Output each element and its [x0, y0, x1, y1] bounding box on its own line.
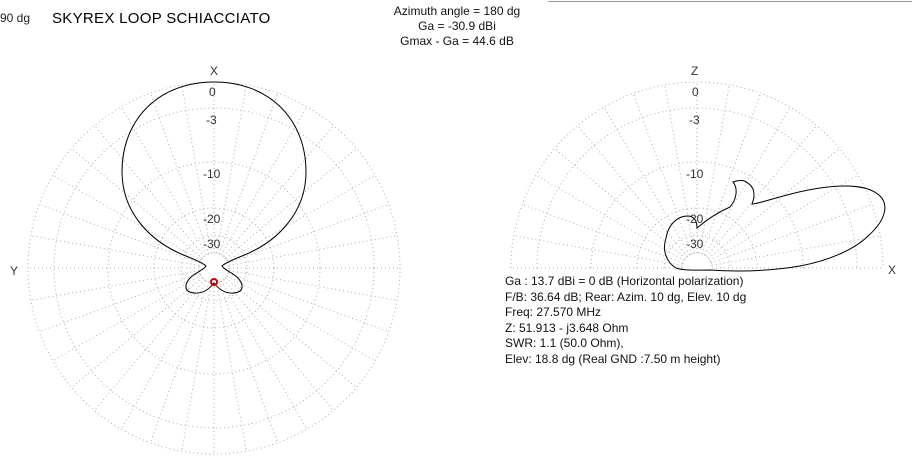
- grid-spoke: [226, 148, 357, 258]
- grid-ring: [682, 253, 712, 268]
- grid-spoke: [226, 278, 357, 388]
- grid-spoke: [229, 271, 397, 301]
- grid-spoke: [633, 93, 692, 254]
- azimuth-ring-label: -20: [203, 212, 221, 226]
- elevation-ring-label: -20: [686, 212, 704, 226]
- grid-spoke: [94, 126, 204, 257]
- grid-spoke: [94, 280, 204, 411]
- grid-spoke: [31, 271, 199, 301]
- azimuth-plot: [10, 64, 400, 454]
- grid-spoke: [219, 282, 278, 443]
- grid-spoke: [219, 93, 278, 254]
- grid-spoke: [39, 273, 200, 332]
- grid-ring: [108, 162, 320, 374]
- elevation-axis-top-label: Z: [691, 64, 699, 78]
- grid-spoke: [224, 280, 334, 411]
- grid-spoke: [217, 85, 247, 253]
- grid-spoke: [72, 278, 203, 388]
- grid-spoke: [217, 283, 247, 451]
- grid-spoke: [712, 236, 880, 266]
- grid-spoke: [707, 126, 817, 257]
- elevation-info-line: Elev: 18.8 dg (Real GND :7.50 m height): [505, 351, 721, 366]
- grid-spoke: [514, 236, 682, 266]
- elevation-ring-label: -10: [686, 167, 704, 181]
- grid-spoke: [228, 273, 389, 332]
- grid-spoke: [702, 93, 761, 254]
- antenna-info: [505, 274, 746, 367]
- gain-info-line: Ga : 13.7 dBi = 0 dB (Horizontal polarization): [505, 274, 744, 288]
- grid-spoke: [522, 204, 683, 263]
- grid-spoke: [709, 148, 840, 258]
- azimuth-grid: [28, 82, 400, 454]
- grid-spoke: [39, 204, 200, 263]
- grid-spoke: [182, 283, 212, 451]
- elevation-plot: [511, 64, 896, 277]
- azimuth-ring-label: -10: [203, 167, 221, 181]
- grid-spoke: [577, 126, 687, 257]
- azimuth-center-marker: [211, 279, 217, 285]
- grid-spoke: [224, 126, 334, 257]
- impedance-info-line: Z: 51.913 - j3.648 Ohm: [505, 320, 629, 335]
- elevation-axis-right-label: X: [888, 263, 897, 277]
- front-back-info-line: F/B: 36.64 dB; Rear: Azim. 10 dg, Elev. 10 dg: [505, 289, 747, 304]
- grid-ring: [28, 82, 400, 454]
- grid-spoke: [150, 282, 209, 443]
- grid-spoke: [72, 148, 203, 258]
- azimuth-ring-label: 0: [209, 85, 216, 99]
- grid-spoke: [228, 204, 389, 263]
- gmax-text: Gmax - Ga = 44.6 dB: [400, 34, 514, 48]
- elevation-ring-label: -30: [686, 237, 704, 251]
- azimuth-ring-label: -30: [203, 237, 221, 251]
- plot-title: SKYREX LOOP SCHIACCIATO: [52, 10, 271, 27]
- azimuth-axis-left-label: Y: [10, 264, 19, 278]
- grid-ring: [154, 208, 274, 328]
- elevation-ring-label: 0: [692, 85, 699, 99]
- elevation-angle-label: 90 dg: [0, 11, 31, 25]
- grid-spoke: [555, 148, 686, 258]
- frequency-info-line: Freq: 27.570 MHz: [505, 305, 602, 319]
- elevation-ring-label: -3: [689, 113, 700, 127]
- grid-spoke: [700, 85, 730, 253]
- grid-spoke: [150, 93, 209, 254]
- swr-info-line: SWR: 1.1 (50.0 Ohm),: [505, 336, 624, 350]
- azimuth-axis-top-label: X: [210, 64, 219, 78]
- grid-spoke: [711, 204, 872, 263]
- azimuth-angle-text: Azimuth angle = 180 dg: [393, 4, 521, 18]
- azimuth-ring-label: -3: [206, 113, 217, 127]
- ga-text: Ga = -30.9 dBi: [418, 19, 496, 33]
